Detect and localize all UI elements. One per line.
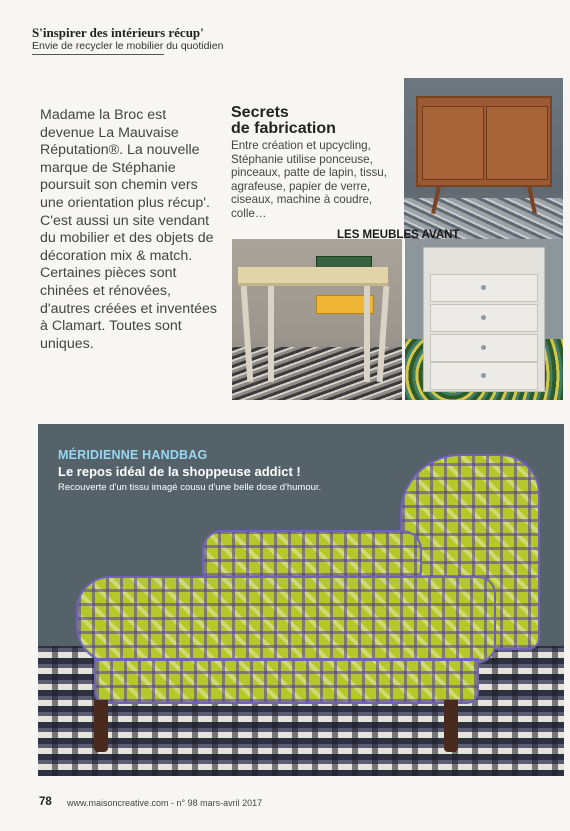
meridienne-photo (38, 424, 564, 776)
dresser-body (423, 247, 545, 392)
cabinet-body (416, 96, 552, 187)
desk-leg (268, 286, 274, 382)
section-subtitle: Envie de recycler le mobilier du quotidien (32, 40, 224, 52)
cabinet-door-left (422, 106, 484, 180)
sofa-seat (76, 576, 496, 664)
header-divider (32, 54, 164, 55)
dresser-photo (405, 239, 563, 400)
dresser-drawer (430, 362, 538, 390)
knob (481, 315, 486, 320)
dresser-drawer (430, 274, 538, 302)
section-title: S'inspirer des intérieurs récup' (32, 25, 204, 40)
photos-caption: LES MEUBLES AVANT (337, 229, 460, 241)
meridienne-kicker: MÉRIDIENNE HANDBAG (58, 448, 208, 462)
cabinet-door-right (486, 106, 548, 180)
sofa-leg (444, 700, 458, 752)
knob (481, 345, 486, 350)
sofa-skirt (94, 658, 479, 704)
sofa-leg (94, 700, 108, 752)
desk-top (238, 267, 388, 286)
dresser-drawer (430, 304, 538, 332)
knob (481, 285, 486, 290)
dresser-drawer (430, 334, 538, 362)
desk-leg (364, 286, 370, 382)
knob (481, 373, 486, 378)
secrets-heading-line1: Secrets (231, 104, 289, 121)
footer-credit: www.maisoncreative.com - n° 98 mars-avril 2017 (67, 798, 263, 808)
cabinet-photo (404, 78, 563, 239)
secrets-heading-line2: de fabrication (231, 120, 336, 137)
meridienne-title: Le repos idéal de la shoppeuse addict ! (58, 464, 301, 479)
meridienne-description: Recouverte d'un tissu imagé cousu d'une belle dose d'humour. (58, 482, 322, 493)
sofa-back-cushion (202, 530, 422, 578)
desk-photo (232, 239, 402, 400)
secrets-heading (231, 105, 401, 137)
page-number: 78 (39, 796, 52, 808)
secrets-body: Entre création et upcycling, Stéphanie utilise ponceuse, pinceaux, patte de lapin, tissu, agrafeuse, papier de verre, ciseaux, machine à coudre, colle… (231, 139, 387, 220)
intro-paragraph: Madame la Broc est devenue La Mauvaise Réputation®. La nouvelle marque de Stéphanie poursuit son chemin vers une orientation plus récup'. C'est aussi un site vendant du mobilier et des objets de décoration mix & match. Certaines pièces sont chinées et rénovées, d'autres créées et inventées à Clamart. Toutes sont uniques. (40, 107, 218, 352)
